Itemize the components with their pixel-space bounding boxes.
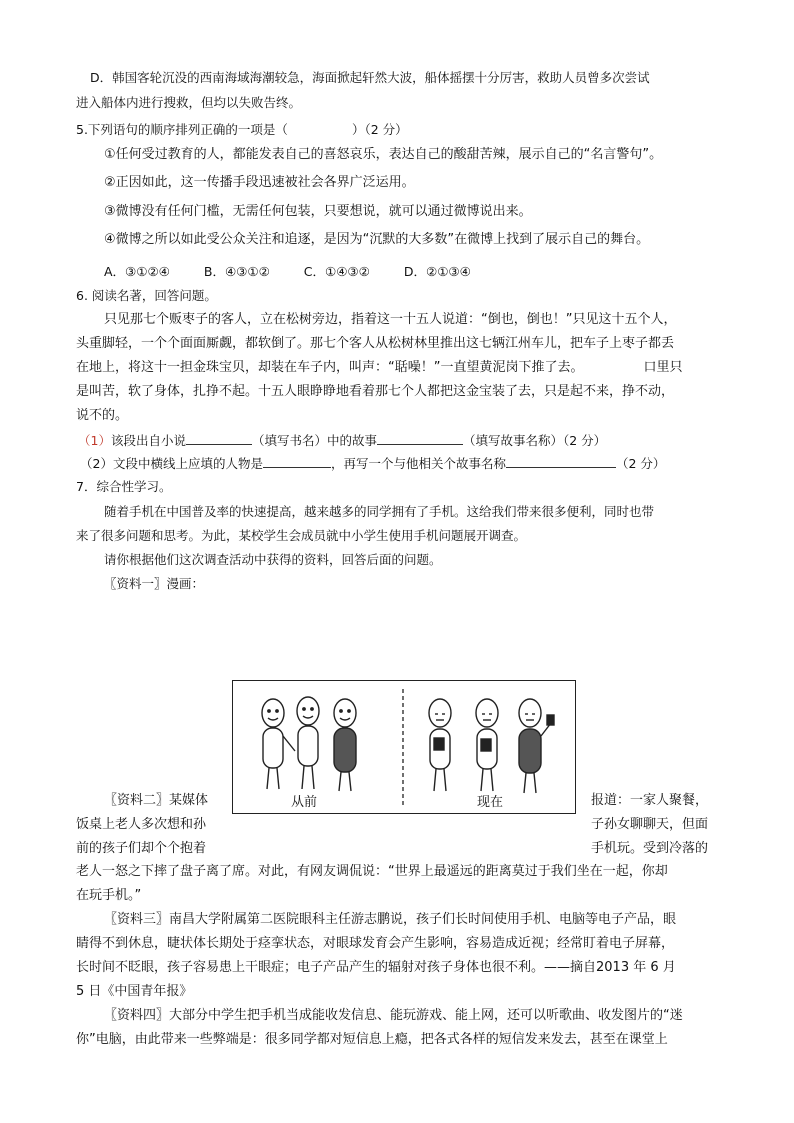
q7-stem: 7．综合性学习。	[76, 479, 172, 494]
q6-passage-line3-text: 在地上，将这十一担金珠宝贝，却装在车子内，叫声：“聒噪！”一直望黄泥岗下推了去。	[76, 360, 584, 375]
q6-passage-line1: 只见那七个贩枣子的客人，立在松树旁边，指着这一十五人说道：“倒也，倒也！”只见这十五个人，	[104, 312, 677, 327]
q5-sentence-3: ③微博没有任何门槛，无需任何包装，只要想说，就可以通过微博说出来。	[104, 204, 532, 219]
q5-stem	[76, 120, 408, 140]
figure-before-3	[334, 699, 356, 791]
q6-passage-line5: 说不的。	[76, 408, 129, 423]
q6-sub1	[78, 430, 606, 451]
material-4-line1: 〖资料四〗大部分中学生把手机当成能收发信息、能玩游戏、能上网，还可以听歌曲、收发图片的“迷	[104, 1008, 683, 1023]
comic-caption-before: 从前	[291, 795, 318, 810]
q5-option-c[interactable]: C．①④③②	[303, 264, 370, 279]
material-2-line2-b: 子孙女聊聊天，但面	[591, 817, 709, 832]
comic-caption-now: 现在	[477, 795, 504, 810]
q4-option-d-line2: 进入船体内进行搜救，但均以失败告终。	[76, 95, 302, 110]
q6-stem: 6. 阅读名著，回答问题。	[76, 288, 217, 303]
q4-option-d-line1: D．韩国客轮沉没的西南海域海潮较急，海面掀起轩然大波，船体摇摆十分厉害，救助人员曾多次尝试	[90, 70, 650, 85]
q5-sentence-2: ②正因如此，这一传播手段迅速被社会各界广泛运用。	[104, 175, 415, 190]
q5-sentence-1: ①任何受过教育的人，都能发表自己的喜怒哀乐，表达自己的酸甜苦辣，展示自己的“名言警句”。	[104, 147, 663, 162]
q6-sub2-text-b: ，再写一个与他相关个故事名称	[330, 456, 506, 471]
material-3-line2: 睛得不到休息，睫状体长期处于痉挛状态，对眼球发育会产生影响，容易造成近视；经常盯着电子屏幕，	[76, 936, 675, 951]
material-2-line4: 老人一怒之下摔了盘子离了席。对此，有网友调侃说：“世界上最遥远的距离莫过于我们坐在一起，你却	[76, 864, 668, 879]
q6-sub2-text-a: （2）文段中横线上应填的人物是	[80, 456, 263, 471]
q5-option-b[interactable]: B．④③①②	[203, 264, 270, 279]
q7-intro-line2: 来了很多问题和思考。为此，某校学生会成员就中小学生使用手机问题展开调查。	[76, 528, 527, 543]
q6-passage-line2: 头重脚轻，一个个面面厮觑，都软倒了。那七个客人从松树林里推出这七辆江州车儿，把车子上枣子都丢	[76, 336, 675, 351]
q7-intro-line1: 随着手机在中国普及率的快速提高，越来越多的同学拥有了手机。这给我们带来很多便利，同时也带	[104, 504, 655, 519]
figure-now-3	[519, 699, 554, 793]
comic-drawing	[233, 681, 574, 812]
q6-sub1-text-a: 该段出自小说	[110, 433, 186, 448]
material-2-line1-b: 报道：一家人聚餐，	[591, 793, 709, 808]
q5-score: ）（2 分）	[351, 122, 408, 137]
q6-passage-line4: 是叫苦，软了身体，扎挣不起。十五人眼睁睁地看着那七个人都把这金宝装了去，只是起不来，挣不动，	[76, 384, 675, 399]
material-3-line1: 〖资料三〗南昌大学附属第二医院眼科主任游志鹏说，孩子们长时间使用手机、电脑等电子产品，眼	[104, 912, 677, 927]
q6-sub1-text-b: （填写书名）中的故事	[251, 433, 377, 448]
q6-sub2-text-c: （2 分）	[615, 456, 666, 471]
q6-related-story-blank[interactable]	[506, 453, 616, 468]
material-2-line1-a: 〖资料二〗某媒体	[104, 793, 209, 808]
q6-book-name-blank[interactable]	[186, 430, 252, 445]
q5-options	[104, 262, 505, 282]
q5-option-d[interactable]: D．②①③④	[403, 264, 471, 279]
q6-passage-line3-tail: 口里只	[643, 360, 683, 375]
material-2-line2-a: 饭桌上老人多次想和孙	[76, 817, 207, 832]
material-2-line3-b: 手机玩。受到冷落的	[591, 841, 709, 856]
q6-sub2	[80, 453, 665, 474]
q6-sub1-text-c: （填写故事名称）（2 分）	[462, 433, 607, 448]
q6-sub1-number: （1）	[78, 433, 111, 448]
material-2-line5: 在玩手机。”	[76, 888, 142, 903]
figure-before-2	[297, 697, 319, 789]
q6-passage-line3	[76, 358, 683, 378]
q5-option-a[interactable]: A．③①②④	[104, 264, 170, 279]
q5-sentence-4: ④微博之所以如此受公众关注和追逐，是因为“沉默的大多数”在微博上找到了展示自己的舞台。	[104, 232, 650, 247]
q5-stem-text: 5.下列语句的顺序排列正确的一项是（	[76, 122, 288, 137]
material-2-line3-a: 前的孩子们却个个抱着	[76, 841, 207, 856]
material-1-heading: 〖资料一〗漫画：	[104, 576, 205, 591]
material-3-line4: 5 日《中国青年报》	[76, 984, 193, 999]
material-3-line3: 长时间不眨眼，孩子容易患上干眼症；电子产品产生的辐射对孩子身体也很不利。——摘自2013 年 6 月	[76, 960, 676, 975]
figure-now-1	[429, 699, 451, 791]
q7-intro-line3: 请你根据他们这次调查活动中获得的资料，回答后面的问题。	[104, 552, 442, 567]
figure-now-2	[476, 699, 498, 791]
q6-story-name-blank[interactable]	[377, 430, 463, 445]
figure-before-1	[262, 699, 295, 789]
q6-character-blank[interactable]	[263, 453, 331, 468]
material-4-line2: 你”电脑，由此带来一些弊端是：很多同学都对短信息上瘾，把各式各样的短信发来发去，甚至在课堂上	[76, 1032, 668, 1047]
comic-figure	[232, 680, 576, 814]
